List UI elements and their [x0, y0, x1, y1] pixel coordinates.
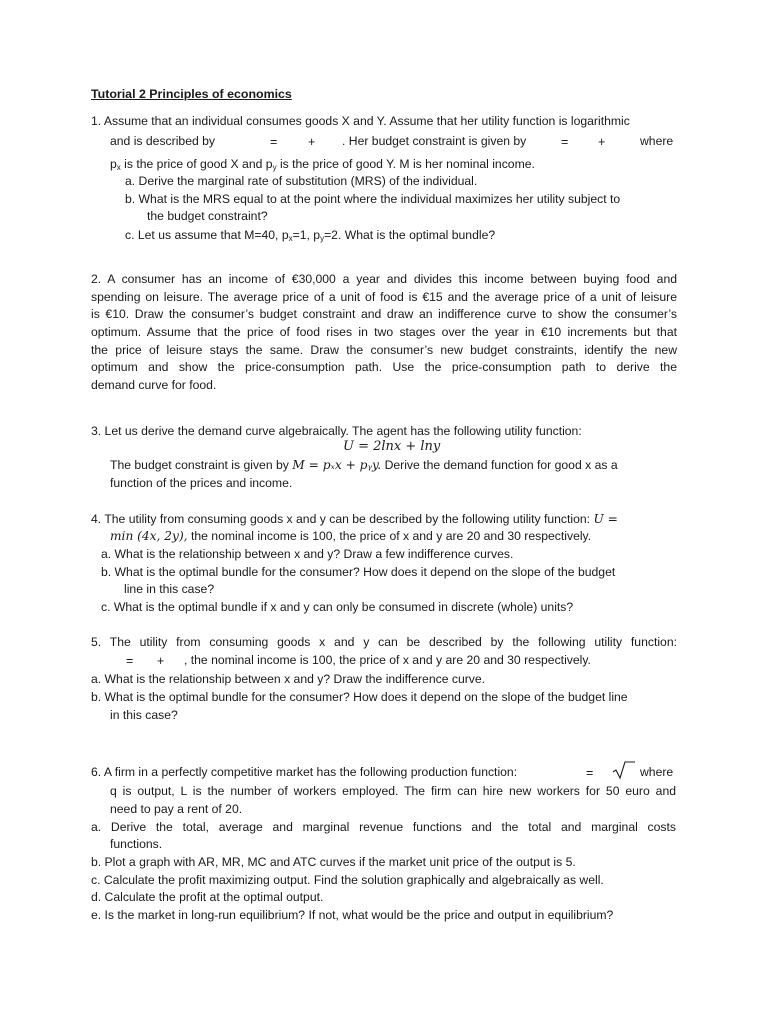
q1-eq2-plus: +	[598, 135, 606, 149]
q3-line-3: The budget constraint is given by M = pₓx + pᵧy. Derive the demand function for good x as a	[110, 458, 618, 472]
q6-line-3: need to pay a rent of 20.	[110, 802, 243, 816]
q5-item-b-2: in this case?	[110, 708, 178, 722]
q6-line-1: 6. A firm in a perfectly competitive market has the following production function:	[91, 765, 518, 779]
square-root-icon	[612, 760, 636, 780]
q1-eq2-equals: =	[561, 135, 569, 149]
q2-line-3: is €10. Draw the consumer’s budget constraint and draw an indifference curve to show the consumer’s	[91, 307, 677, 321]
q6-item-b: b. Plot a graph with AR, MR, MC and ATC curves if the market unit price of the output is 5.	[91, 855, 576, 869]
q5-line-2: , the nominal income is 100, the price of x and y are 20 and 30 respectively.	[184, 653, 591, 667]
q1-line-1: 1. Assume that an individual consumes goods X and Y. Assume that her utility function is logarithmic	[91, 114, 630, 128]
q2-line-1: 2. A consumer has an income of €30,000 a year and divides this income between buying food and	[91, 272, 677, 286]
q1-item-b-1: b. What is the MRS equal to at the point where the individual maximizes her utility subject to	[125, 192, 621, 206]
q6-item-a-1: a. Derive the total, average and marginal revenue functions and the total and marginal costs	[91, 820, 676, 834]
q6-item-a-2: functions.	[110, 837, 163, 851]
q4-item-b-2: line in this case?	[124, 582, 215, 596]
q3-utility-equation: U = 2lnx + lny	[343, 439, 441, 454]
q1-item-b-2: the budget constraint?	[147, 209, 268, 223]
q1-item-c: c. Let us assume that M=40, $p_x=1$, $p_y=2$. What is the optimal bundle?	[125, 228, 496, 243]
q1-eq1-equals: =	[270, 135, 278, 149]
q4-item-a: a. What is the relationship between x and y? Draw a few indifference curves.	[101, 547, 514, 561]
q2-line-4: optimum. Assume that the price of food rises in two stages over the year in €10 increments but that	[91, 325, 677, 339]
q2-line-7: demand curve for food.	[91, 378, 217, 392]
q6-item-e: e. Is the market in long-run equilibrium? If not, what would be the price and output in equilibrium?	[91, 908, 614, 922]
q3-line-4: function of the prices and income.	[110, 476, 293, 490]
q4-line-1: 4. The utility from consuming goods x and y can be described by the following utility function: U =	[91, 512, 618, 526]
q5-item-a: a. What is the relationship between x and y? Draw the indifference curve.	[91, 672, 486, 686]
q6-eq-equals: =	[586, 766, 594, 780]
page-title: Tutorial 2 Principles of economics	[91, 87, 292, 101]
q5-eq-plus: +	[157, 654, 165, 668]
q1-item-a: a. Derive the marginal rate of substitution (MRS) of the individual.	[125, 174, 478, 188]
q5-item-b-1: b. What is the optimal bundle for the consumer? How does it depend on the slope of the budget line	[91, 690, 628, 704]
q3-line-1: 3. Let us derive the demand curve algebraically. The agent has the following utility function:	[91, 424, 582, 438]
q5-line-1: 5. The utility from consuming goods x and y can be described by the following utility function:	[91, 635, 677, 649]
q2-line-2: spending on leisure. The average price of a unit of food is €15 and the average price of a unit of leisure	[91, 290, 677, 304]
q1-line-2a: and is described by	[110, 134, 216, 148]
q6-line-1c: where	[640, 765, 674, 779]
q5-eq-equals: =	[126, 654, 134, 668]
q2-line-6: optimum and show the price-consumption path. Use the price-consumption path to derive the	[91, 360, 677, 374]
q1-line-2b: . Her budget constraint is given by	[342, 134, 527, 148]
q6-item-c: c. Calculate the profit maximizing output. Find the solution graphically and algebraically as well.	[91, 873, 604, 887]
q1-eq1-plus: +	[308, 135, 316, 149]
q6-line-2: q is output, L is the number of workers employed. The firm can hire new workers for 50 euro and	[110, 784, 676, 798]
q1-line-3: $p_x$ is the price of good X and $p_y$ is the price of good Y. M is her nominal income.	[110, 157, 535, 172]
q4-item-b-1: b. What is the optimal bundle for the consumer? How does it depend on the slope of the budget	[101, 565, 616, 579]
q1-line-2c: where	[640, 134, 674, 148]
q2-line-5: the price of leisure stays the same. Draw the consumer’s new budget constraints, identify the new	[91, 343, 677, 357]
q4-item-c: c. What is the optimal bundle if x and y can only be consumed in discrete (whole) units?	[101, 600, 574, 614]
q4-line-2: min (4x, 2y), the nominal income is 100, the price of x and y are 20 and 30 respectively.	[110, 529, 592, 543]
q6-item-d: d. Calculate the profit at the optimal output.	[91, 890, 324, 904]
